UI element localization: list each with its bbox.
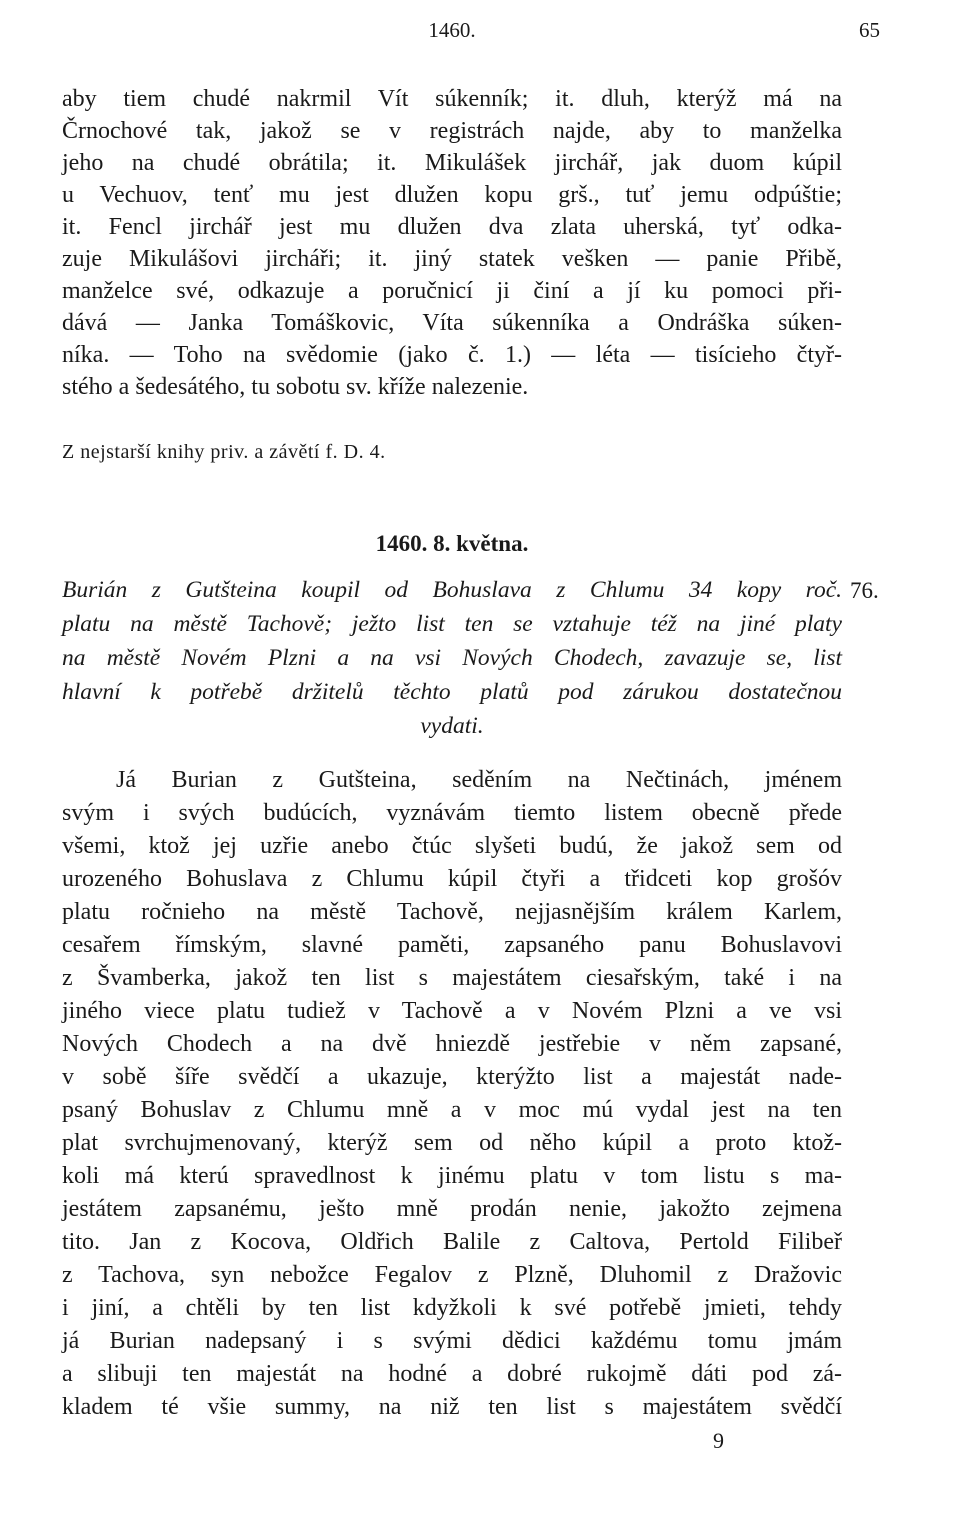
text-line: z Švamberka, jakož ten list s majestátem ciesařským, také i na <box>62 965 842 991</box>
text-line: svým i svých budúcích, vyznávám tiemto listem obecně přede <box>62 800 842 826</box>
document-page <box>62 0 880 1537</box>
entry-title: 1460. 8. května. <box>375 531 529 556</box>
text-line: u Vechuov, tenť mu jest dlužen kopu grš., tuť jemu odpúštie; <box>62 182 842 208</box>
regest-line: Burián z Gutšteina koupil od Bohuslava z Chlumu 34 kopy roč. <box>62 577 842 603</box>
text-line: cesařem římským, slavné paměti, zapsaného panu Bohuslavovi <box>62 932 842 958</box>
text-line: psaný Bohuslav z Chlumu mně a v moc mú vydal jest na ten <box>62 1097 842 1123</box>
text-line: Já Burian z Gutšteina, seděním na Nečtinách, jménem <box>116 767 842 793</box>
header-year: 1460. <box>428 18 476 42</box>
text-line: já Burian nadepsaný i s svými dědici každému tomu jmám <box>62 1328 842 1354</box>
regest-line: platu na městě Tachově; ježto list ten se vztahuje též na jiné platy <box>62 611 842 637</box>
text-line: kladem té všie summy, na niž ten list s majestátem svědčí <box>62 1394 842 1420</box>
margin-number: 76. <box>850 578 879 603</box>
text-line: jiného viece platu tudiež v Tachově a v Novém Plzni a ve vsi <box>62 998 842 1024</box>
source-note: Z nejstarší knihy priv. a závětí f. D. 4. <box>62 441 386 463</box>
regest-line: na městě Novém Plzni a na vsi Nových Chodech, zavazuje se, list <box>62 645 842 671</box>
text-line: tito. Jan z Kocova, Oldřich Balile z Caltova, Pertold Filibeř <box>62 1229 842 1255</box>
page-number: 65 <box>859 18 880 42</box>
text-line: manželce své, odkazuje a poručnicí ji činí a jí ku pomoci při- <box>62 278 842 304</box>
text-line: Črnochové tak, jakož se v registrách najde, aby to manželka <box>62 118 842 144</box>
text-line: koli má kterú spravedlnost k jinému platu v tom listu s ma- <box>62 1163 842 1189</box>
text-line: plat svrchujmenovaný, kterýž sem od něho kúpil a proto ktož- <box>62 1130 842 1156</box>
text-line: všemi, ktož jej uzřie anebo čtúc slyšeti budú, že jakož sem od <box>62 833 842 859</box>
regest-line: hlavní k potřebě držitelů těchto platů pod zárukou dostatečnou <box>62 679 842 705</box>
text-line: níka. — Toho na svědomie (jako č. 1.) — léta — tisícieho čtyř- <box>62 342 842 368</box>
text-line: aby tiem chudé nakrmil Vít súkenník; it. dluh, kterýž má na <box>62 86 842 112</box>
running-header <box>62 18 880 50</box>
folio-signature: 9 <box>713 1428 724 1453</box>
text-line: i jiní, a chtěli by ten list kdyžkoli k své potřebě jmieti, tehdy <box>62 1295 842 1321</box>
text-line: urozeného Bohuslava z Chlumu kúpil čtyři a třidceti kop grošóv <box>62 866 842 892</box>
text-line: jestátem zapsanému, ješto mně prodán nenie, jakožto zejmena <box>62 1196 842 1222</box>
text-line: z Tachova, syn nebožce Fegalov z Plzně, Dluhomil z Dražovic <box>62 1262 842 1288</box>
text-line: jeho na chudé obrátila; it. Mikulášek jirchář, jak duom kúpil <box>62 150 842 176</box>
text-line: Nových Chodech a na dvě hniezdě jestřebie v něm zapsané, <box>62 1031 842 1057</box>
text-line: a slibuji ten majestát na hodné a dobré rukojmě dáti pod zá- <box>62 1361 842 1387</box>
text-line: stého a šedesátého, tu sobotu sv. kříže nalezenie. <box>62 374 529 400</box>
text-line: zuje Mikulášovi jircháři; it. jiný statek vešken — panie Přibě, <box>62 246 842 272</box>
text-line: dává — Janka Tomáškovic, Víta súkenníka a Ondráška súken- <box>62 310 842 336</box>
text-line: platu ročnieho na městě Tachově, nejjasnějším králem Karlem, <box>62 899 842 925</box>
text-line: it. Fencl jirchář jest mu dlužen dva zlata uherská, tyť odka- <box>62 214 842 240</box>
regest-line: vydati. <box>420 713 484 739</box>
text-line: v sobě šíře svědčí a ukazuje, kterýžto list a majestát nade- <box>62 1064 842 1090</box>
